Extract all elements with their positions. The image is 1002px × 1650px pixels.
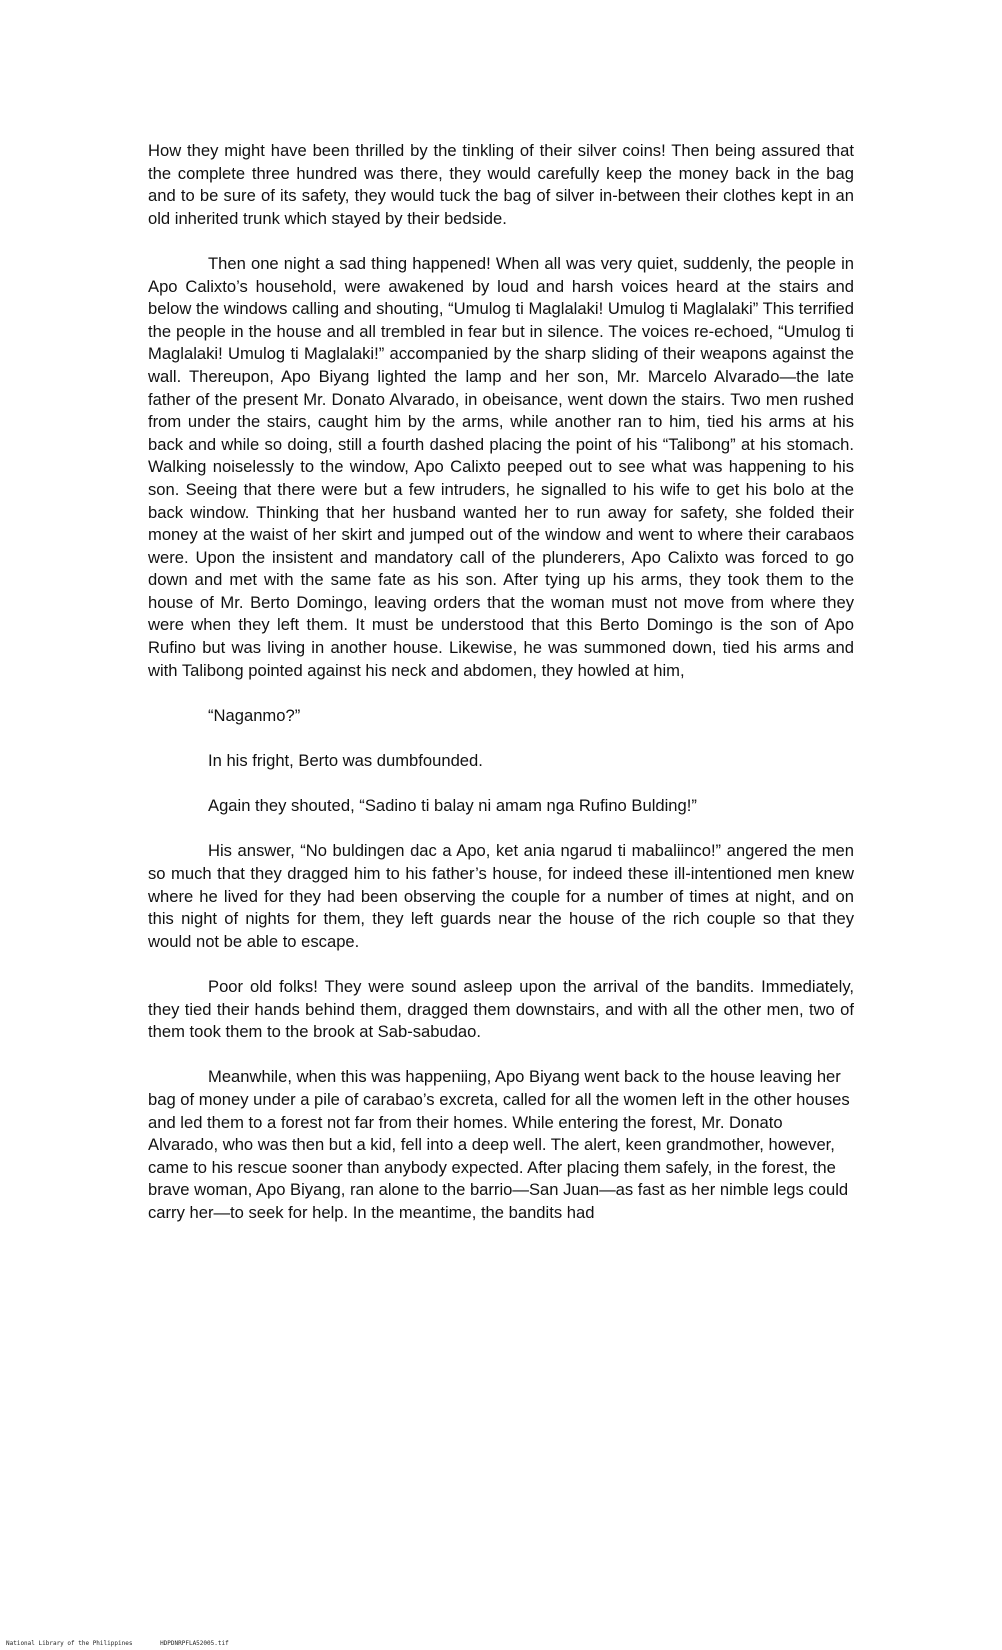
- paragraph-silver-coins: How they might have been thrilled by the tinkling of their silver coins! Then being assured that the complete three hundred was there, they would carefully keep the money back in the bag and to be sure of its safety, they would tuck the bag of silver in-between their clothes kept in an old inherited trunk which stayed by their bedside.: [148, 141, 854, 228]
- paragraph-berto-fright: In his fright, Berto was dumbfounded.: [208, 751, 483, 771]
- paragraph-meanwhile: Meanwhile, when this was happeniing, Apo Biyang went back to the house leaving her bag of money under a pile of carabao’s excreta, called for all the women left in the other houses and led them to a forest not far from their homes. While entering the forest, Mr. Donato Alvarado, who was then but a kid, fell into a deep well. The alert, keen grandmother, however, came to his rescue sooner than anybody expected. After placing them safely, in the forest, the brave woman, Apo Biyang, ran alone to the barrio—San Juan—as fast as her nimble legs could carry her—to seek for help. In the meantime, the bandits had: [148, 1067, 850, 1222]
- paragraph-sad-night: Then one night a sad thing happened! When all was very quiet, suddenly, the people in Apo Calixto’s household, were awakened by loud and harsh voices heard at the stairs and below the windows calling and shouting, “Umulog ti Maglalaki! Umulog ti Maglalaki” This terrified the people in the house and all trembled in fear but in silence. The voices re-echoed, “Umulog ti Maglalaki! Umulog ti Maglalaki!” accompanied by the sharp sliding of their weapons against the wall. Thereupon, Apo Biyang lighted the lamp and her son, Mr. Marcelo Alvarado—the late father of the present Mr. Donato Alvarado, in obeisance, went down the stairs. Two men rushed from under the stairs, caught him by the arms, while another ran to him, tied his arms at his back and while so doing, still a fourth dashed placing the point of his “Talibong” at his stomach. Walking noiselessly to the window, Apo Calixto peeped out to see what was happening to his son. Seeing that there were but a few intruders, he signalled to his wife to get his bolo at the back window. Thinking that her husband wanted her to run away for safety, she folded their money at the waist of her skirt and jumped out of the window and went to where their carabaos were. Upon the insistent and mandatory call of the plunderers, Apo Calixto was forced to go down and met with the same fate as his son. After tying up his arms, they took them to the house of Mr. Berto Domingo, leaving orders that the woman must not move from where they were when they left them. It must be understood that this Berto Domingo is the son of Apo Rufino but was living in another house. Likewise, he was summoned down, tied his arms and with Talibong pointed against his neck and abdomen, they howled at him,: [148, 253, 854, 680]
- footer-filename: HDPDNRPFLA52005.tif: [160, 1640, 229, 1647]
- paragraph-naganmo: “Naganmo?”: [208, 705, 301, 725]
- document-body: [148, 140, 854, 1225]
- paragraph-again-shouted: Again they shouted, “Sadino ti balay ni amam nga Rufino Bulding!”: [208, 796, 697, 816]
- paragraph-poor-old-folks: Poor old folks! They were sound asleep upon the arrival of the bandits. Immediately, they tied their hands behind them, dragged them downstairs, and with all the other men, two of them took them to the brook at Sab-sabudao.: [148, 976, 854, 1042]
- footer-library-name: National Library of the Philippines: [6, 1640, 133, 1647]
- paragraph-his-answer: His answer, “No buldingen dac a Apo, ket ania ngarud ti mabaliinco!” angered the men so much that they dragged him to his father’s house, for indeed these ill-intentioned men knew where he lived for they had been observing the couple for a number of times at night, and on this night of nights for them, they left guards near the house of the rich couple so that they would not be able to escape.: [148, 841, 854, 951]
- scan-footer: [6, 1640, 229, 1647]
